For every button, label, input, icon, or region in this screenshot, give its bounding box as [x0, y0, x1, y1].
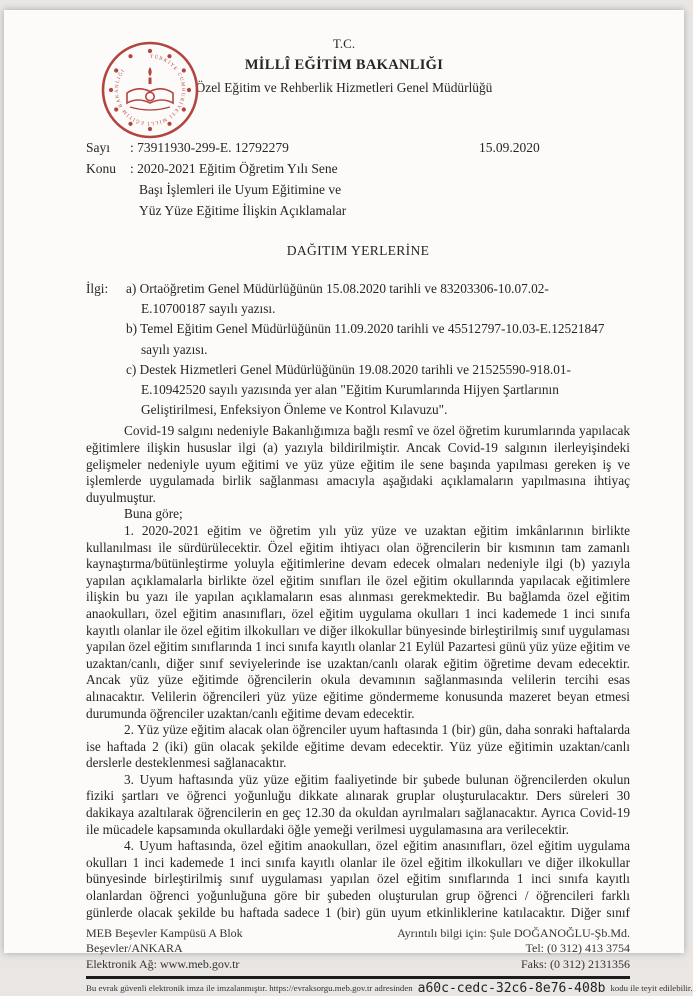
paragraph-buna-gore: Buna göre;: [124, 506, 183, 522]
sayi-label: Sayı: [86, 140, 111, 155]
paragraph-item-2: 2. Yüz yüze eğitim alacak olan öğrenciler uyum haftasında 1 (bir) gün, daha sonraki haftalarda ise haftada 2 (iki) gün olacak şekilde eğitime devam edecektir. Yüz yüze eğitimin uzaktan/canlı derslerle desteklenmesi sağlanacaktır.: [86, 722, 630, 771]
letterhead-tc: T.C.: [332, 36, 356, 51]
letterhead-department: Özel Eğitim ve Rehberlik Hizmetleri Genel Müdürlüğü: [195, 80, 493, 95]
footer-address: [86, 926, 243, 972]
reference-line: c) Destek Hizmetleri Genel Müdürlüğünün 19.08.2020 tarihli ve 21525590-918.01-: [126, 361, 571, 377]
reference-line: a) Ortaöğretim Genel Müdürlüğünün 15.08.2020 tarihli ve 83203306-10.07.02-: [126, 281, 549, 296]
reference-line: Geliştirilmesi, Enfeksiyon Önleme ve Kontrol Kılavuzu".: [141, 402, 448, 418]
reference-line: E.10700187 sayılı yazısı.: [141, 301, 276, 317]
verification-prefix: Bu evrak güvenli elektronik imza ile imzalanmıştır. https://evraksorgu.meb.gov.tr adresinden: [86, 983, 413, 994]
recipient-line: DAĞITIM YERLERİNE: [286, 243, 430, 258]
konu-line: Başı İşlemleri ile Uyum Eğitimine ve: [139, 182, 342, 197]
esignature-verification: [86, 980, 693, 996]
meb-emblem-logo: [100, 40, 200, 140]
footer-contact-line: Ayrıntılı bilgi için: Şule DOĞANOĞLU-Şb.Md.: [397, 926, 630, 941]
contact-footer: [86, 926, 630, 972]
emblem-torch-book-icon: [127, 67, 173, 110]
footer-address-line: MEB Beşevler Kampüsü A Blok: [86, 926, 243, 941]
reference-line: sayılı yazısı.: [141, 341, 208, 357]
footer-contact: [397, 926, 630, 972]
paragraph-item-1: 1. 2020-2021 eğitim ve öğretim yılı yüz yüze ve uzaktan eğitim imkânlarının birlikte kullanılması ile sürdürülecektir. Özel eğitim ihtiyacı olan öğrencilerin bir kısmının tam zamanlı kaynaştırma/bütünleştirme yoluyla eğitimlerine devam edecek olmaları nedeniyle ilgi (b) yazıyla yapılan açıklamalarla birlikte özel eğitim sınıfları ile özel eğitim okullarında yapılacak eğitimlere ilişkin bu yazı ile yapılan açıklamaların esas alınması gerekmektedir. Bu bağlamda özel eğitim anaokulları, özel eğitim anasınıfları, özel eğitim uygulama okulları 1 inci kademede 1 inci sınıfa kayıtlı olanlar ile özel eğitim ilkokulları ve diğer ilkokullar bünyesinde birleştirilmiş sınıf uygulaması yapılan özel eğitim sınıflarında 1 inci sınıfa kayıtlı olanlar 21 Eylül Pazartesi günü yüz yüze eğitim ve uzaktan/canlı, diğer sınıf seviyelerinde ise uzaktan/canlı olarak eğitim öğretime devam edecektir. Ancak yüz yüze eğitimde öğrencilerin okula devamının sağlanmasında velilerin tercihi esas alınacaktır. Velilerin öğrencileri yüz yüze eğitime göndermeme konusunda mazeret beyan etmesi durumunda öğrenciler uzaktan/canlı eğitime devam edecektir.: [86, 522, 630, 721]
footer-contact-line: Faks: (0 312) 2131356: [521, 956, 630, 971]
footer-divider: [86, 976, 630, 979]
footer-contact-line: Tel: (0 312) 413 3754: [525, 941, 630, 956]
konu-label: Konu: [86, 161, 116, 176]
konu-value: [130, 158, 346, 221]
document-date: 15.09.2020: [479, 140, 540, 155]
konu-line: : 2020-2021 Eğitim Öğretim Yılı Sene: [130, 161, 338, 176]
reference-line: b) Temel Eğitim Genel Müdürlüğünün 11.09.2020 tarihli ve 45512797-10.03-E.12521847: [126, 321, 605, 337]
reference-item-b: [126, 319, 604, 359]
reference-item-c: [126, 360, 604, 421]
konu-line: Yüz Yüze Eğitime İlişkin Açıklamalar: [139, 203, 347, 218]
letterhead-ministry: MİLLÎ EĞİTİM BAKANLIĞI: [244, 57, 444, 73]
letter-body: [86, 423, 630, 921]
konu-row: [86, 158, 630, 221]
references-section: [86, 279, 630, 420]
references-label: İlgi:: [86, 281, 109, 296]
paragraph-intro: Covid-19 salgını nedeniyle Bakanlığımıza bağlı resmî ve özel öğretim kurumlarında yapılacak eğitimlere ilişkin hususlar ilgi (a) yazıyla bildirilmiştir. Ancak Covid-19 salgının ilerleyişindeki gelişmeler nedeniyle uyum eğitimi ve yüz yüze eğitim ile sene başında yapılması gereken iş ve işlemlerde uygulamada birlik sağlanması amacıyla aşağıdaki açıklamaların yapılmasına ihtiyaç duyulmuştur.: [86, 423, 630, 505]
emblem-ring-text: TÜRKİYE CUMHURİYETİ MİLLÎ EĞİTİM BAKANLIĞI: [114, 54, 186, 126]
reference-line: E.10942520 sayılı yazısında yer alan "Eğitim Kurumlarında Hijyen Şartlarının: [141, 382, 559, 398]
document-page: [4, 10, 693, 996]
footer-address-line: Beşevler/ANKARA: [86, 941, 183, 956]
reference-item-a: [126, 279, 604, 319]
paragraph-item-4: 4. Uyum haftasında, özel eğitim anaokulları, özel eğitim anasınıfları, özel eğitim uygulama okulları 1 inci kademede 1 inci sınıfa kayıtlı olanlar ile özel eğitim ilkokulları ve diğer ilkokullar bünyesinde birleştirilmiş sınıf uygulaması yapılan özel eğitim sınıflarında 1 inci sınıfa kayıtlı olanlardan öğrenci yoğunluğuna göre bir şubeden oluşturulan grup öğrenci / öğrencileri farklı günlerde olacak şekilde bu haftada sadece 1 (bir) gün uyum etkinliklerine katılacaktır. Diğer sınıf: [86, 838, 630, 920]
document-meta: [86, 137, 630, 221]
sayi-row: [86, 137, 630, 158]
letter-content: [4, 137, 693, 996]
footer-address-line: Elektronik Ağ: www.meb.gov.tr: [86, 956, 240, 971]
verification-code: a60c-cedc-32c6-8e76-408b: [417, 980, 606, 996]
verification-suffix: kodu ile teyit edilebilir.: [610, 983, 693, 994]
emblem-dot-ring: [109, 49, 191, 131]
paragraph-item-3: 3. Uyum haftasında yüz yüze eğitim faaliyetinde bir şubede bulunan öğrencilerden okulun fiziki şartları ve öğrenci yoğunluğu dikkate alınarak gruplar oluşturulacaktır. Ders süreleri 30 dakikaya azaltılarak öğrencilerin en geç 12.30 da okuldan ayrılmaları sağlanacaktır. Ayrıca Covid-19 ile mücadele kapsamında okullardaki öğle yemeği verilmesi uygulamasına ara verilecektir.: [86, 771, 630, 837]
references-list: [126, 279, 604, 420]
sayi-value: : 73911930-299-E. 12792279: [130, 140, 289, 155]
